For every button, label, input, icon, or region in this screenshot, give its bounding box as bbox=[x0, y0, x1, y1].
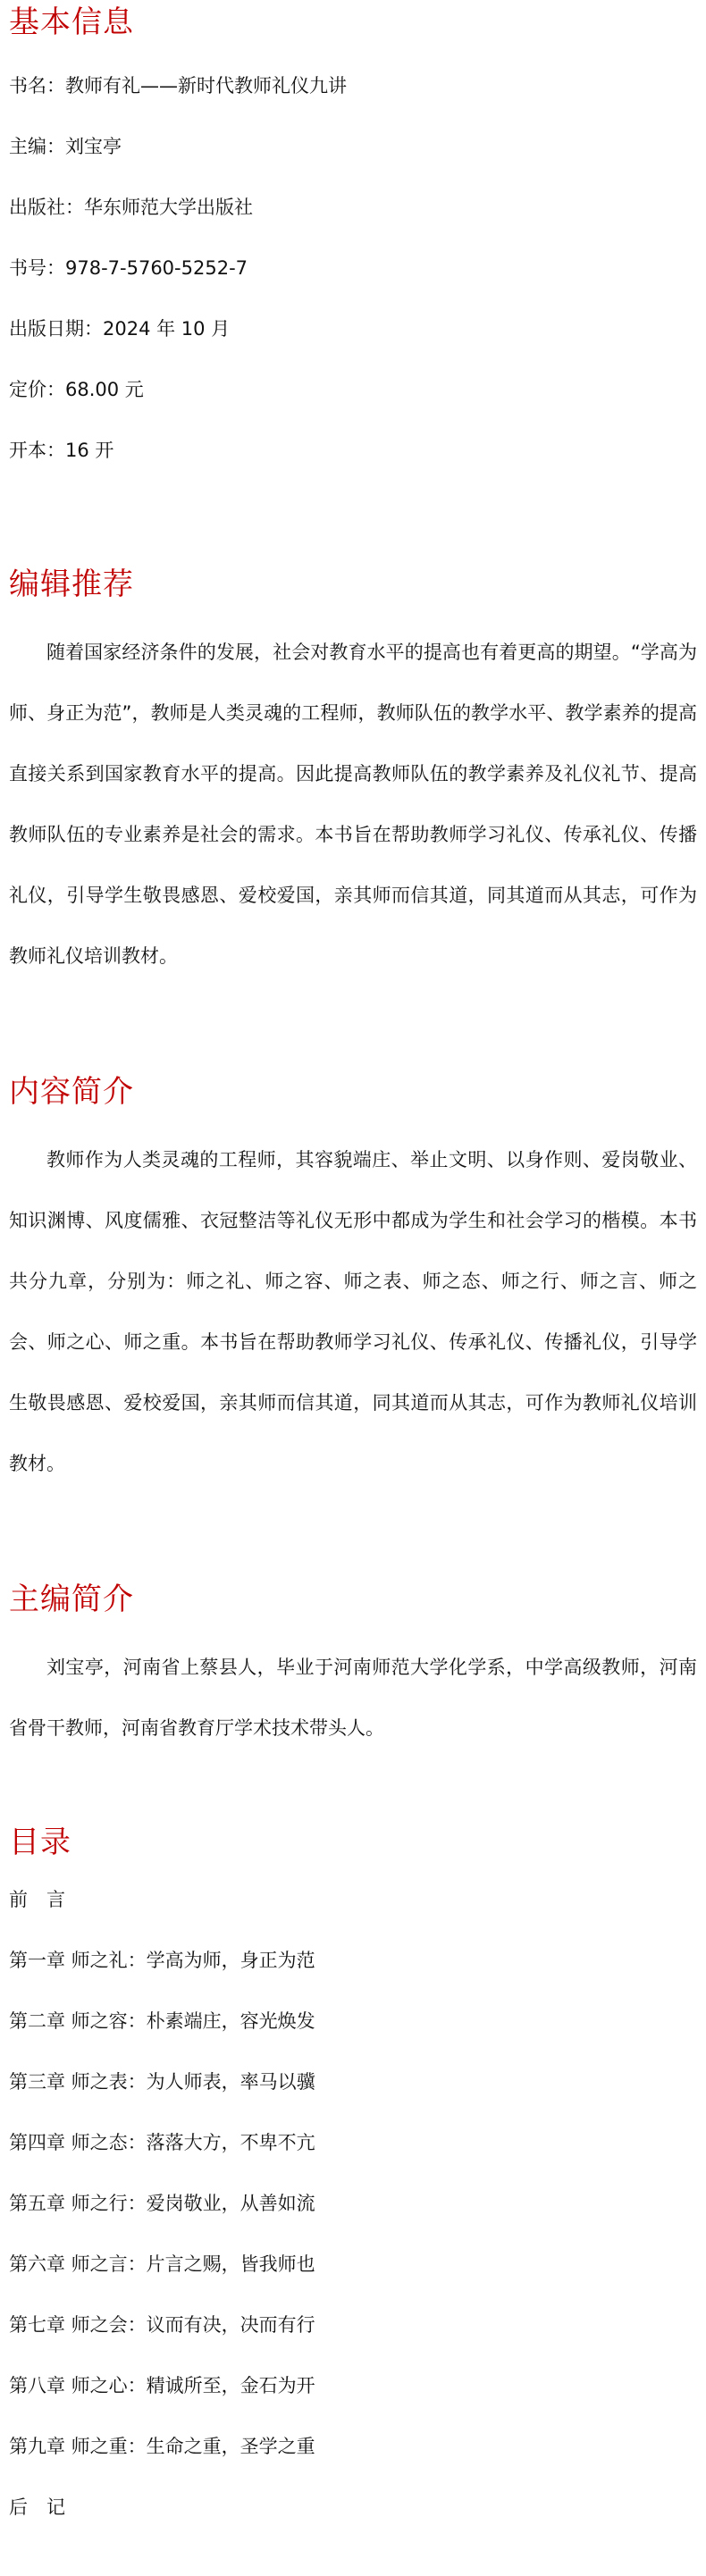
toc-list bbox=[9, 1885, 315, 2554]
editor-bio-heading: 主编简介 bbox=[9, 1582, 134, 1617]
toc-item-chapter-4: 第四章 师之态：落落大方，不卑不亢 bbox=[9, 2132, 315, 2153]
content-summary-text: 教师作为人类灵魂的工程师，其容貌端庄、举止文明、以身作则、爱岗敬业、知识渊博、风度儒雅、衣冠整洁等礼仪无形中都成为学生和社会学习的楷模。本书共分九章，分别为：师之礼、师之容、师之表、师之态、师之行、师之言、师之会、师之心、师之重。本书旨在帮助教师学习礼仪、传承礼仪、传播礼仪，引导学生敬畏感恩、爱校爱国，亲其师而信其道，同其道而从其志，可作为教师礼仪培训教材。 bbox=[9, 1149, 697, 1474]
editor-bio-text: 刘宝亭，河南省上蔡县人，毕业于河南师范大学化学系，中学高级教师，河南省骨干教师，河南省教育厅学术技术带头人。 bbox=[9, 1657, 697, 1739]
toc-item-chapter-8: 第八章 师之心：精诚所至，金石为开 bbox=[9, 2375, 315, 2396]
basic-info-heading: 基本信息 bbox=[9, 4, 134, 40]
toc-heading: 目录 bbox=[9, 1825, 71, 1860]
price-line: 定价：68.00 元 bbox=[9, 379, 144, 400]
editor-recommendation-heading: 编辑推荐 bbox=[9, 566, 134, 602]
book-name-line: 书名：教师有礼——新时代教师礼仪九讲 bbox=[9, 75, 347, 96]
publisher-line: 出版社：华东师范大学出版社 bbox=[9, 197, 253, 218]
toc-item-chapter-6: 第六章 师之言：片言之赐，皆我师也 bbox=[9, 2253, 315, 2275]
editor-line: 主编：刘宝亭 bbox=[9, 136, 122, 157]
toc-item-chapter-7: 第七章 师之会：议而有决，决而有行 bbox=[9, 2314, 315, 2336]
publish-date-line: 出版日期：2024 年 10 月 bbox=[9, 318, 231, 340]
toc-item-chapter-3: 第三章 师之表：为人师表，率马以骥 bbox=[9, 2071, 315, 2093]
isbn-line: 书号：978-7-5760-5252-7 bbox=[9, 257, 248, 279]
toc-item-chapter-5: 第五章 师之行：爱岗敬业，从善如流 bbox=[9, 2193, 315, 2214]
toc-item-preface: 前 言 bbox=[9, 1889, 65, 1910]
content-summary-heading: 内容简介 bbox=[9, 1074, 134, 1110]
toc-item-chapter-1: 第一章 师之礼：学高为师，身正为范 bbox=[9, 1950, 315, 1971]
format-line: 开本：16 开 bbox=[9, 440, 114, 461]
toc-item-chapter-9: 第九章 师之重：生命之重，圣学之重 bbox=[9, 2436, 315, 2457]
toc-item-afterword: 后 记 bbox=[9, 2496, 65, 2518]
toc-item-chapter-2: 第二章 师之容：朴素端庄，容光焕发 bbox=[9, 2010, 315, 2032]
editor-recommendation-text: 随着国家经济条件的发展，社会对教育水平的提高也有着更高的期望。“学高为师、身正为范”，教师是人类灵魂的工程师，教师队伍的教学水平、教学素养的提高直接关系到国家教育水平的提高。因此提高教师队伍的教学素养及礼仪礼节、提高教师队伍的专业素养是社会的需求。本书旨在帮助教师学习礼仪、传承礼仪、传播礼仪，引导学生敬畏感恩、爱校爱国，亲其师而信其道，同其道而从其志，可作为教师礼仪培训教材。 bbox=[9, 642, 697, 967]
